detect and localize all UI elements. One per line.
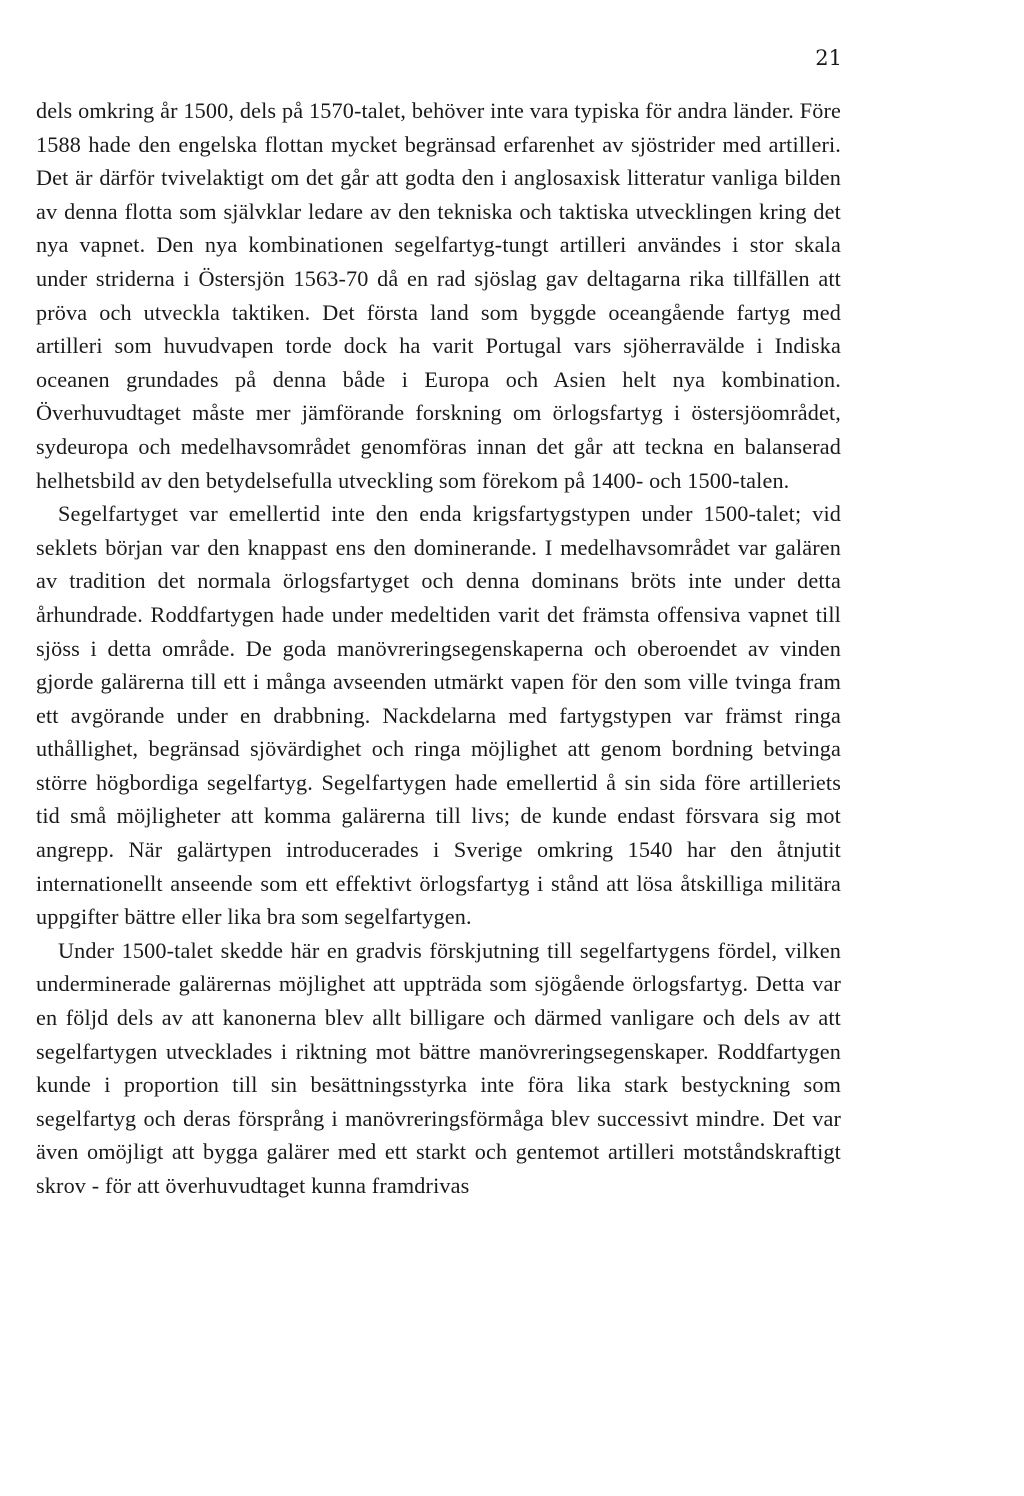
- page-number: 21: [815, 46, 842, 70]
- paragraph: dels omkring år 1500, dels på 1570-talet, behöver inte vara typiska för andra länder. Före 1588 hade den engelska flottan mycket begränsad erfarenhet av sjöstrider med artilleri. Det är därför tvivelaktigt om det går att godta den i anglosaxisk litteratur vanliga bilden av denna flotta som självklar ledare av den tekniska och taktiska utvecklingen kring det nya vapnet. Den nya kombinationen segelfartyg-tungt artilleri användes i stor skala under striderna i Östersjön 1563-70 då en rad sjöslag gav deltagarna rika tillfällen att pröva och utveckla taktiken. Det första land som byggde oceangående fartyg med artilleri som huvudvapen torde dock ha varit Portugal vars sjöherravälde i Indiska oceanen grundades på denna både i Europa och Asien helt nya kombination. Överhuvudtaget måste mer jämförande forskning om örlogsfartyg i östersjöområdet, sydeuropa och medelhavsområdet genomföras innan det går att teckna en balanserad helhetsbild av den betydelsefulla utveckling som förekom på 1400- och 1500-talen.: [36, 98, 841, 493]
- paragraph: Under 1500-talet skedde här en gradvis förskjutning till segelfartygens fördel, vilken underminerade galärernas möjlighet att uppträda som sjögående örlogsfartyg. Detta var en följd dels av att kanonerna blev allt billigare och därmed vanligare och dels av att segelfartygen utvecklades i riktning mot bättre manövreringsegenskaper. Roddfartygen kunde i proportion till sin besättningsstyrka inte föra lika stark bestyckning som segelfartyg och deras försprång i manövreringsförmåga blev successivt mindre. Det var även omöjligt att bygga galärer med ett starkt och gentemot artilleri motståndskraftigt skrov - för att överhuvudtaget kunna framdrivas: [36, 937, 841, 1198]
- body-text: [36, 94, 841, 1203]
- paragraph: Segelfartyget var emellertid inte den enda krigsfartygstypen under 1500-talet; vid seklets början var den knappast ens den dominerande. I medelhavsområdet var galären av tradition det normala örlogsfartyget och denna dominans bröts inte under detta århundrade. Roddfartygen hade under medeltiden varit det främsta offensiva vapnet till sjöss i detta område. De goda manövreringsegenskaperna och oberoendet av vinden gjorde galärerna till ett i många avseenden utmärkt vapen för den som ville tvinga fram ett avgörande under en drabbning. Nackdelarna med fartygstypen var främst ringa uthållighet, begränsad sjövärdighet och ringa möjlighet att genom bordning betvinga större högbordiga segelfartyg. Segelfartygen hade emellertid å sin sida före artilleriets tid små möjligheter att komma galärerna till livs; de kunde endast försvara sig mot angrepp. När galärtypen introducerades i Sverige omkring 1540 har den åtnjutit internationellt anseende som ett effektivt örlogsfartyg i stånd att lösa åtskilliga militära uppgifter bättre eller lika bra som segelfartygen.: [36, 501, 841, 930]
